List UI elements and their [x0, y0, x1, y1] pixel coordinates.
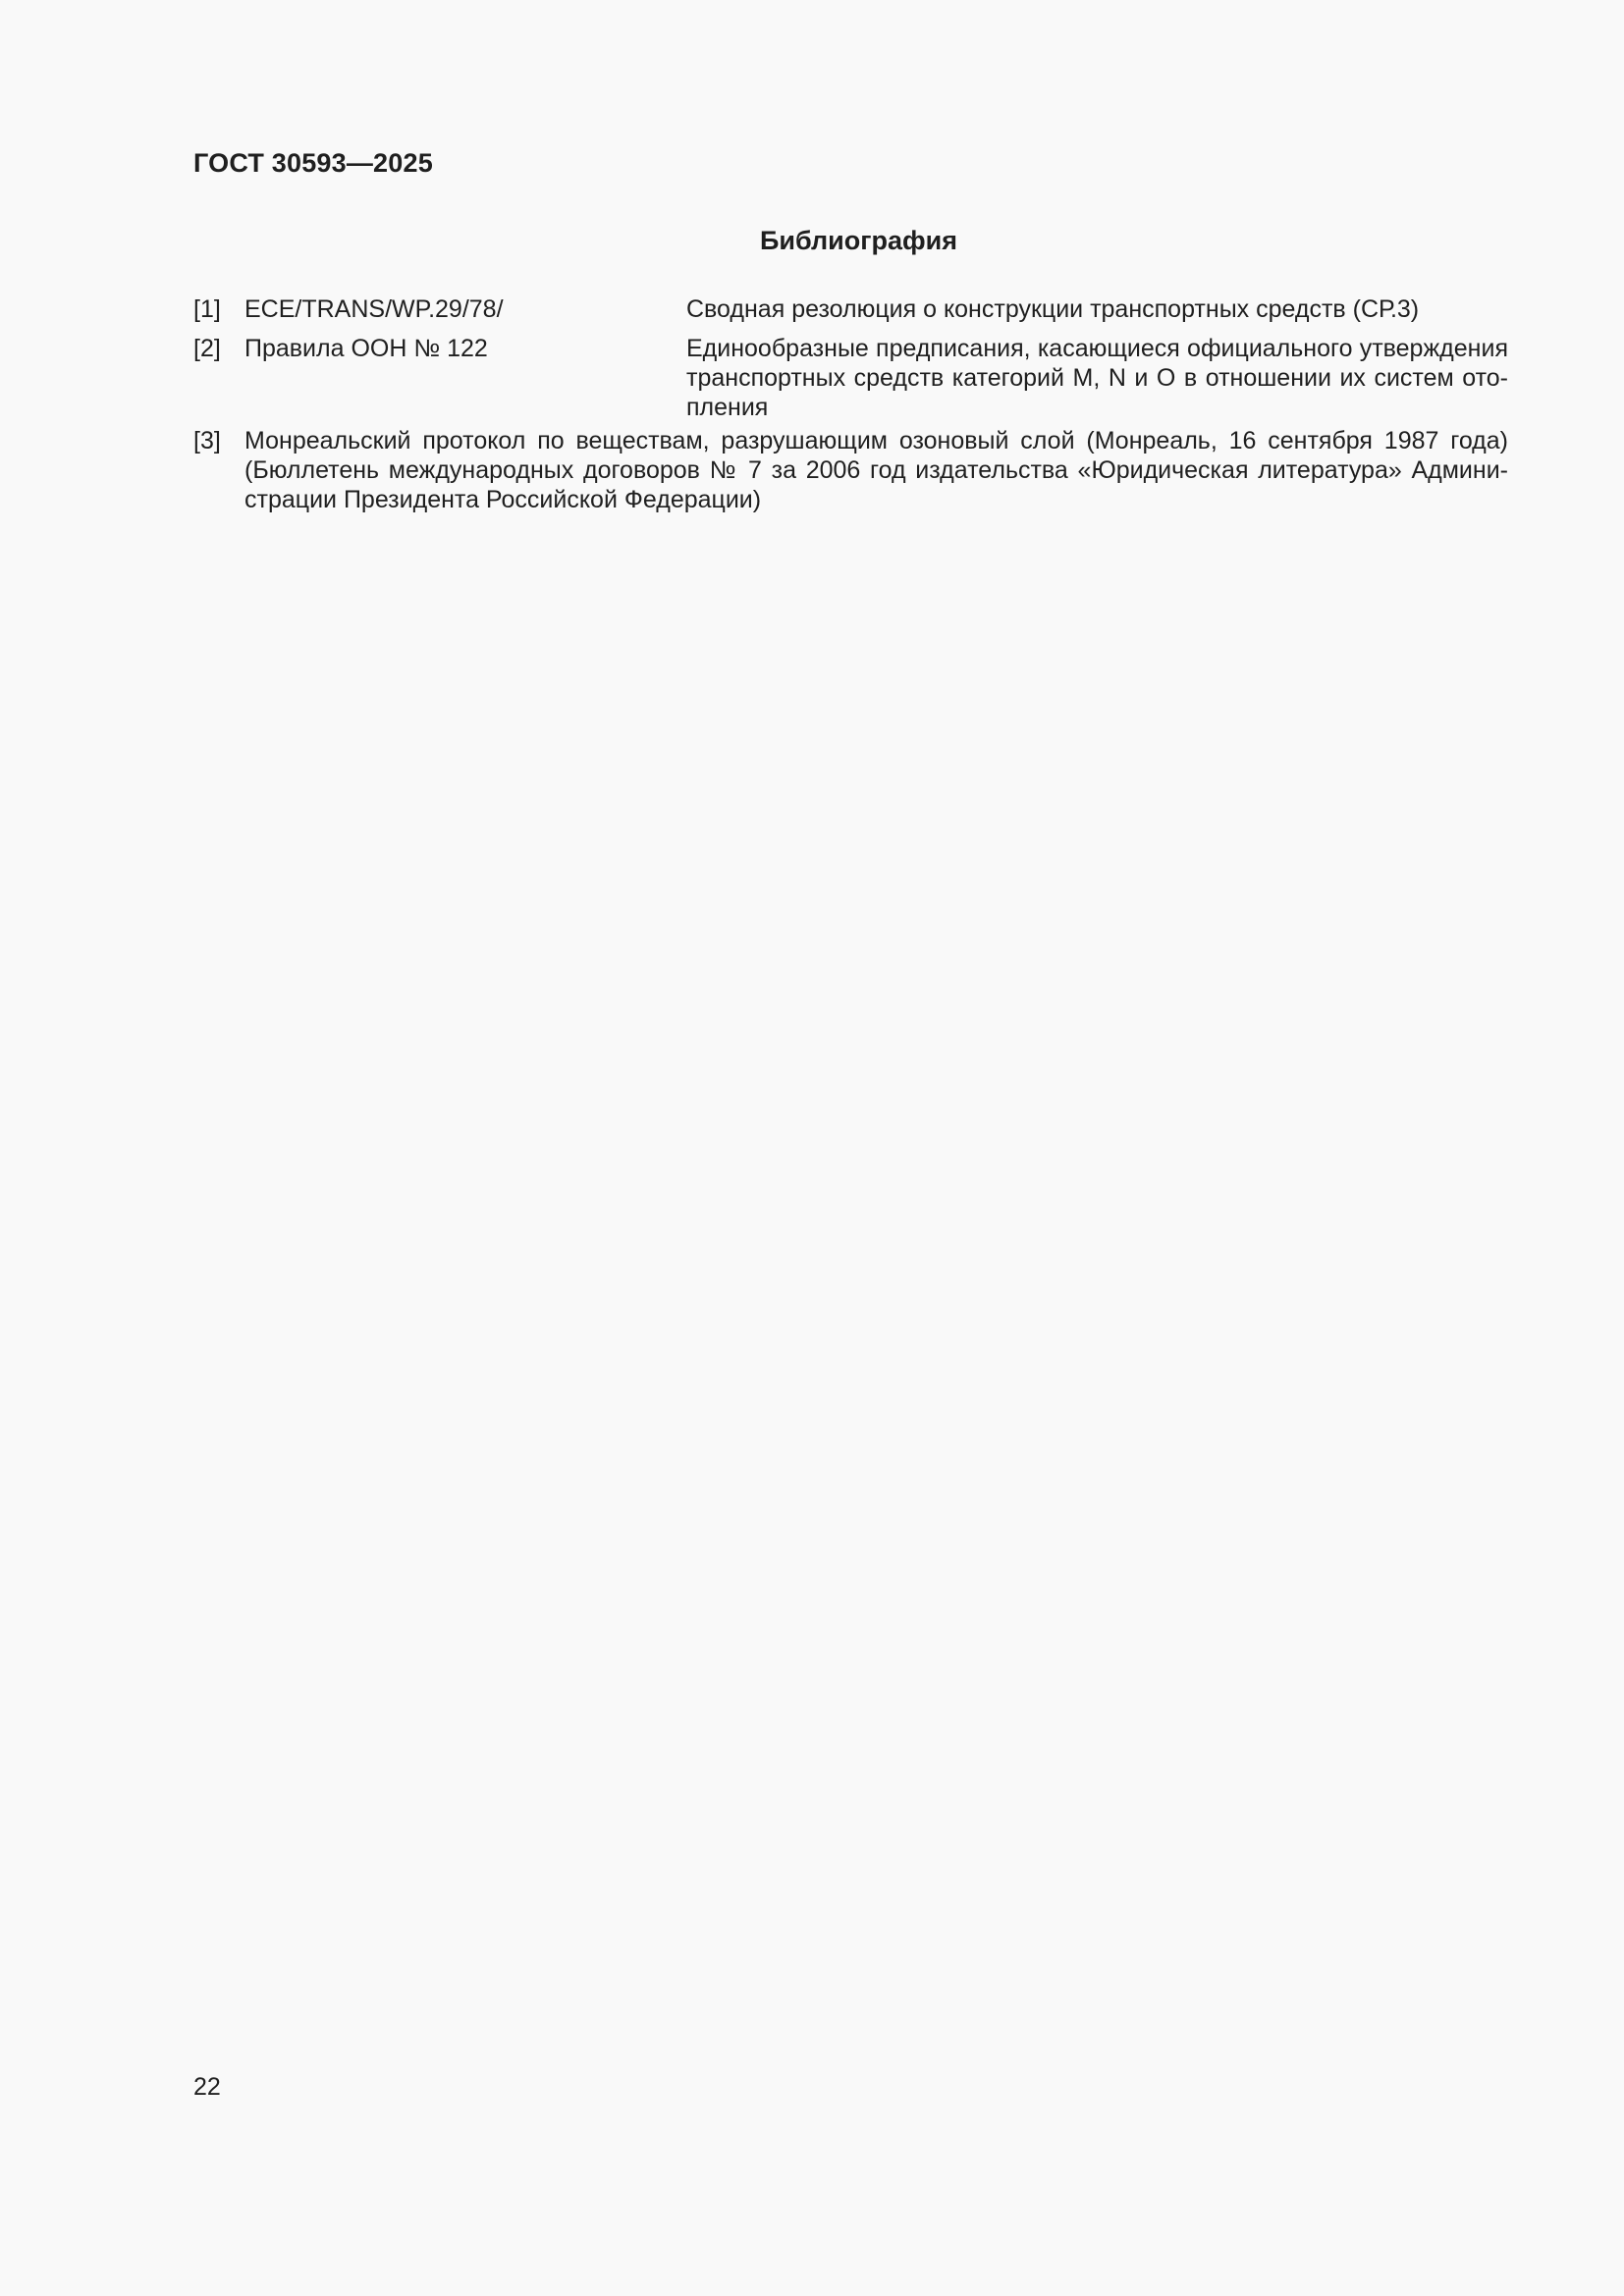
- entry-number: [3]: [193, 427, 221, 454]
- entry-description: Монреальский протокол по веществам, разрушающим озоновый слой (Монреаль, 16 сентября 1987 года) (Бюллетень международных договоров № 7 за 2006 год издательства «Юридическая литература» Администрации Президента Российской Федерации): [244, 427, 1508, 513]
- bibliography-entry: [193, 334, 1508, 424]
- bibliography-entry: [193, 426, 1508, 516]
- bibliography-entry: [193, 294, 1508, 326]
- entry-code: Правила ООН № 122: [244, 335, 488, 362]
- entry-number: [2]: [193, 335, 221, 362]
- document-code: ГОСТ 30593—2025: [193, 148, 433, 178]
- entry-number: [1]: [193, 295, 221, 323]
- entry-description: Единообразные предписания, касающиеся официального утверждения транспортных средств категорий М, N и О в отношении их систем отопления: [686, 335, 1508, 421]
- bibliography-title: Библиография: [760, 226, 957, 255]
- entry-description: Сводная резолюция о конструкции транспортных средств (СР.3): [686, 295, 1420, 323]
- page-number: 22: [193, 2073, 221, 2101]
- entry-code: ECE/TRANS/WP.29/78/: [244, 295, 504, 323]
